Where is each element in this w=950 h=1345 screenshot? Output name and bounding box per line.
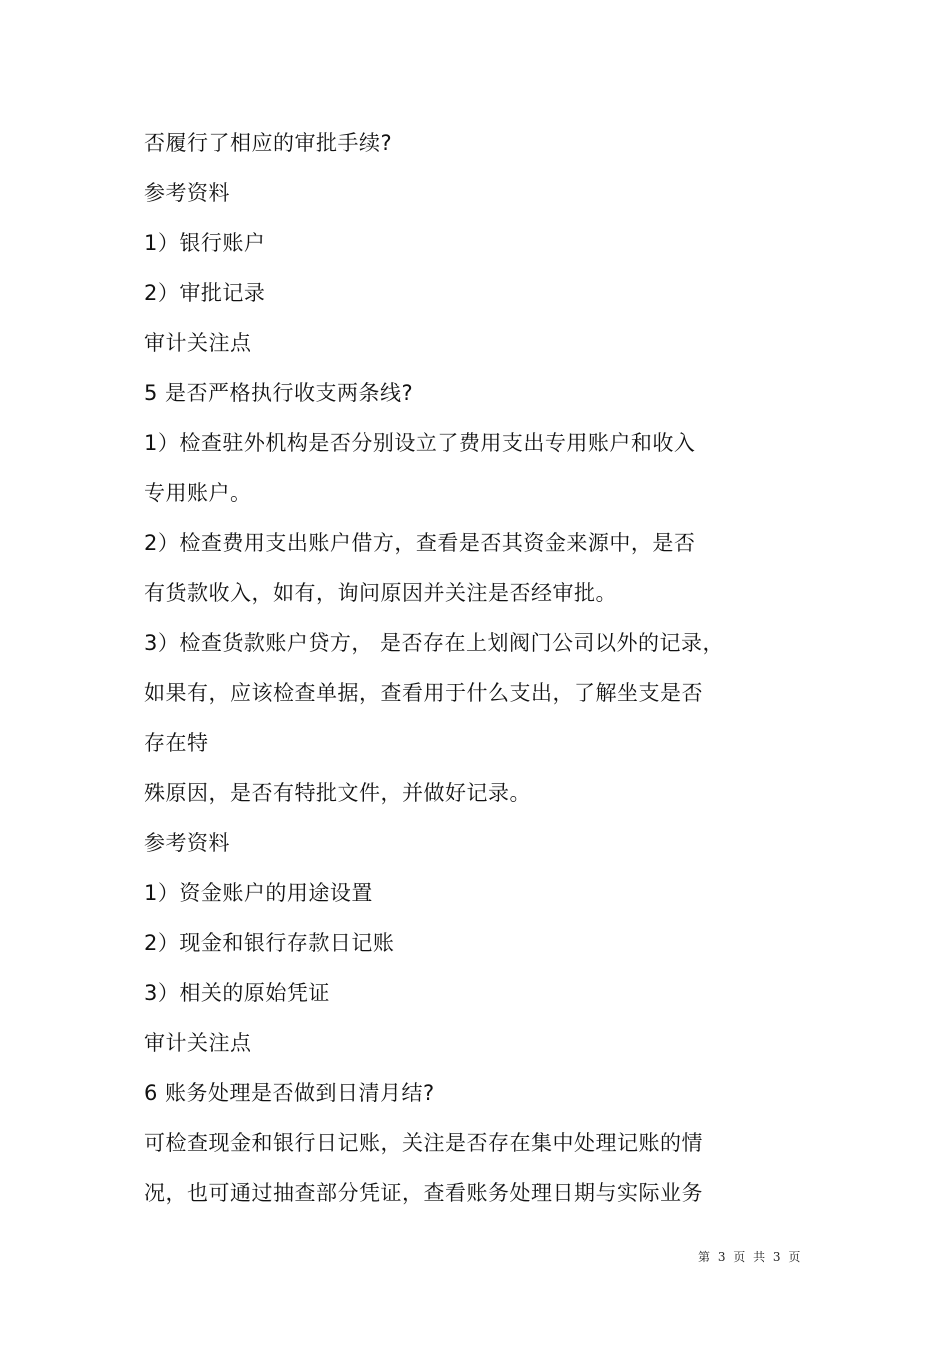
question-heading: 5 是否严格执行收支两条线? — [144, 381, 414, 405]
section-heading: 审计关注点 — [144, 1031, 252, 1055]
list-item: 2）审批记录 — [144, 281, 266, 305]
text-line: 可检查现金和银行日记账，关注是否存在集中处理记账的情 — [144, 1131, 703, 1155]
text-line: 有货款收入，如有，询问原因并关注是否经审批。 — [144, 581, 617, 605]
text-line: 否履行了相应的审批手续? — [144, 131, 393, 155]
list-item: 1）检查驻外机构是否分别设立了费用支出专用账户和收入 — [144, 431, 696, 455]
section-heading: 审计关注点 — [144, 331, 252, 355]
section-heading: 参考资料 — [144, 831, 230, 855]
document-body — [144, 118, 784, 1218]
list-item: 2）现金和银行存款日记账 — [144, 931, 395, 955]
list-item: 1）资金账户的用途设置 — [144, 881, 373, 905]
question-heading: 6 账务处理是否做到日清月结? — [144, 1081, 435, 1105]
list-item: 3）检查货款账户贷方， 是否存在上划阀门公司以外的记录， — [144, 631, 725, 655]
list-item: 2）检查费用支出账户借方，查看是否其资金来源中，是否 — [144, 531, 696, 555]
page-number-footer: 第 3 页 共 3 页 — [698, 1250, 803, 1264]
text-line: 如果有，应该检查单据，查看用于什么支出，了解坐支是否 — [144, 681, 703, 705]
list-item: 1）银行账户 — [144, 231, 266, 255]
text-line: 况，也可通过抽查部分凭证，查看账务处理日期与实际业务 — [144, 1181, 703, 1205]
section-heading: 参考资料 — [144, 181, 230, 205]
text-line: 专用账户。 — [144, 481, 252, 505]
text-line: 存在特 — [144, 731, 209, 755]
text-line: 殊原因，是否有特批文件，并做好记录。 — [144, 781, 531, 805]
list-item: 3）相关的原始凭证 — [144, 981, 330, 1005]
